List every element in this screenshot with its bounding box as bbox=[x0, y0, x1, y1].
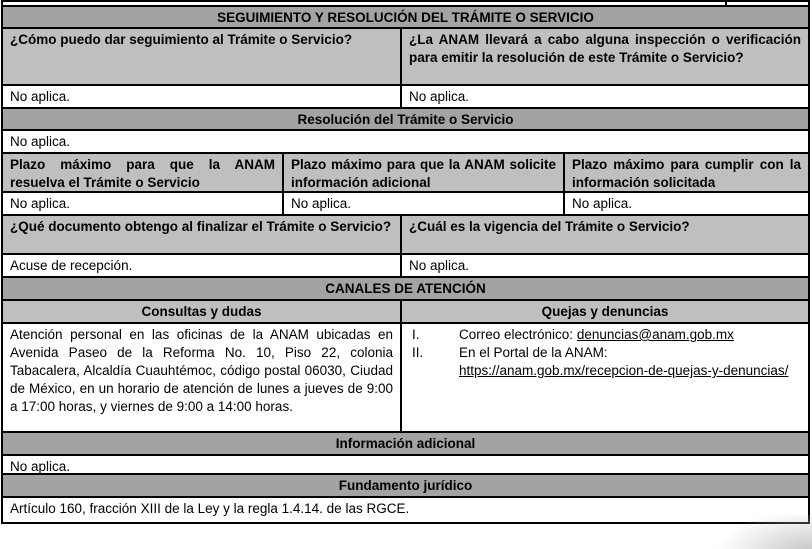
answer-plazo-cumplir: No aplica. bbox=[572, 196, 633, 211]
header-plazo-resuelva: Plazo máximo para que la ANAM resuelva el Trámite o Servicio bbox=[3, 154, 284, 191]
consultas-address-text: Atención personal en las oficinas de la ANAM ubicadas en Avenida Paseo de la Reforma No. 10, Piso 22, colonia Tabacalera, Alcaldía Cuauhtémoc, código postal 06030, Ciudad de México, en un horario de atención de lunes a jueves de 9:00 a 17:00 horas, y viernes de 9:00 a 14:00 horas. bbox=[3, 324, 402, 431]
answer-fundamento-juridico: Artículo 160, fracción XIII de la Ley y la regla 1.4.14. de las RGCE. bbox=[10, 501, 410, 516]
answer-informacion-adicional: No aplica. bbox=[10, 459, 71, 473]
quejas-item-2-numeral: II. bbox=[412, 345, 424, 360]
row-canales-title bbox=[3, 278, 808, 301]
row-informacion-adicional-answer bbox=[3, 456, 808, 475]
row-documento-vigencia-questions bbox=[3, 216, 808, 255]
fundamento-juridico-title: Fundamento jurídico bbox=[3, 475, 808, 496]
row-plazo-answers bbox=[3, 193, 808, 216]
row-plazo-headers bbox=[3, 154, 808, 193]
quejas-item-1-numeral: I. bbox=[412, 327, 420, 342]
answer-vigencia: No aplica. bbox=[409, 258, 470, 273]
question-documento: ¿Qué documento obtengo al finalizar el Trámite o Servicio? bbox=[3, 216, 402, 253]
email-denuncias-link[interactable]: denuncias@anam.gob.mx bbox=[576, 327, 734, 342]
quejas-item-email bbox=[412, 326, 804, 344]
quejas-item-2-content bbox=[459, 344, 804, 380]
canales-section-title: CANALES DE ATENCIÓN bbox=[3, 278, 808, 299]
answer-plazo-informacion-adicional: No aplica. bbox=[284, 193, 565, 214]
seguimiento-section-title: SEGUIMIENTO Y RESOLUCIÓN DEL TRÁMITE O SERVICIO bbox=[3, 7, 808, 27]
row-resolucion-answer bbox=[3, 131, 808, 154]
row-consultas-quejas-headers bbox=[3, 301, 808, 324]
row-fundamento-title bbox=[3, 475, 808, 498]
partial-row-divider bbox=[725, 2, 727, 5]
header-consultas-dudas: Consultas y dudas bbox=[3, 301, 402, 322]
quejas-item-portal bbox=[412, 344, 804, 380]
quejas-item-1-content bbox=[459, 326, 804, 344]
informacion-adicional-title: Información adicional bbox=[3, 433, 808, 454]
header-plazo-informacion-adicional: Plazo máximo para que la ANAM solicite información adicional bbox=[284, 154, 565, 191]
answer-plazo-resuelva: No aplica. bbox=[3, 193, 284, 214]
quejas-list bbox=[402, 324, 808, 431]
row-fundamento-answer bbox=[3, 498, 808, 522]
question-vigencia: ¿Cuál es la vigencia del Trámite o Servicio? bbox=[402, 216, 808, 253]
row-seguimiento-questions bbox=[3, 29, 808, 86]
quejas-item-1-prefix: Correo electrónico: bbox=[459, 327, 577, 342]
row-seguimiento-answers bbox=[3, 86, 808, 109]
row-seguimiento-title bbox=[3, 7, 808, 29]
header-quejas-denuncias: Quejas y denuncias bbox=[402, 301, 808, 322]
question-inspeccion-verificacion: ¿La ANAM llevará a cabo alguna inspección o verificación para emitir la resolución de este Trámite o Servicio? bbox=[402, 29, 808, 84]
row-canales-content bbox=[3, 324, 808, 433]
resolucion-section-title: Resolución del Trámite o Servicio bbox=[3, 109, 808, 129]
answer-como-seguimiento: No aplica. bbox=[3, 86, 402, 107]
portal-quejas-link[interactable]: https://anam.gob.mx/recepcion-de-quejas-y-denuncias/ bbox=[459, 363, 789, 378]
answer-resolucion: No aplica. bbox=[10, 134, 71, 149]
row-resolucion-title bbox=[3, 109, 808, 131]
header-plazo-cumplir: Plazo máximo para cumplir con la información solicitada bbox=[565, 154, 808, 191]
tramite-table bbox=[1, 0, 810, 524]
answer-documento: Acuse de recepción. bbox=[3, 255, 402, 276]
question-como-seguimiento: ¿Cómo puedo dar seguimiento al Trámite o Servicio? bbox=[3, 29, 402, 84]
answer-inspeccion-verificacion: No aplica. bbox=[409, 89, 470, 104]
quejas-item-2-prefix: En el Portal de la ANAM: bbox=[459, 345, 608, 360]
row-documento-vigencia-answers bbox=[3, 255, 808, 278]
row-informacion-adicional-title bbox=[3, 433, 808, 456]
